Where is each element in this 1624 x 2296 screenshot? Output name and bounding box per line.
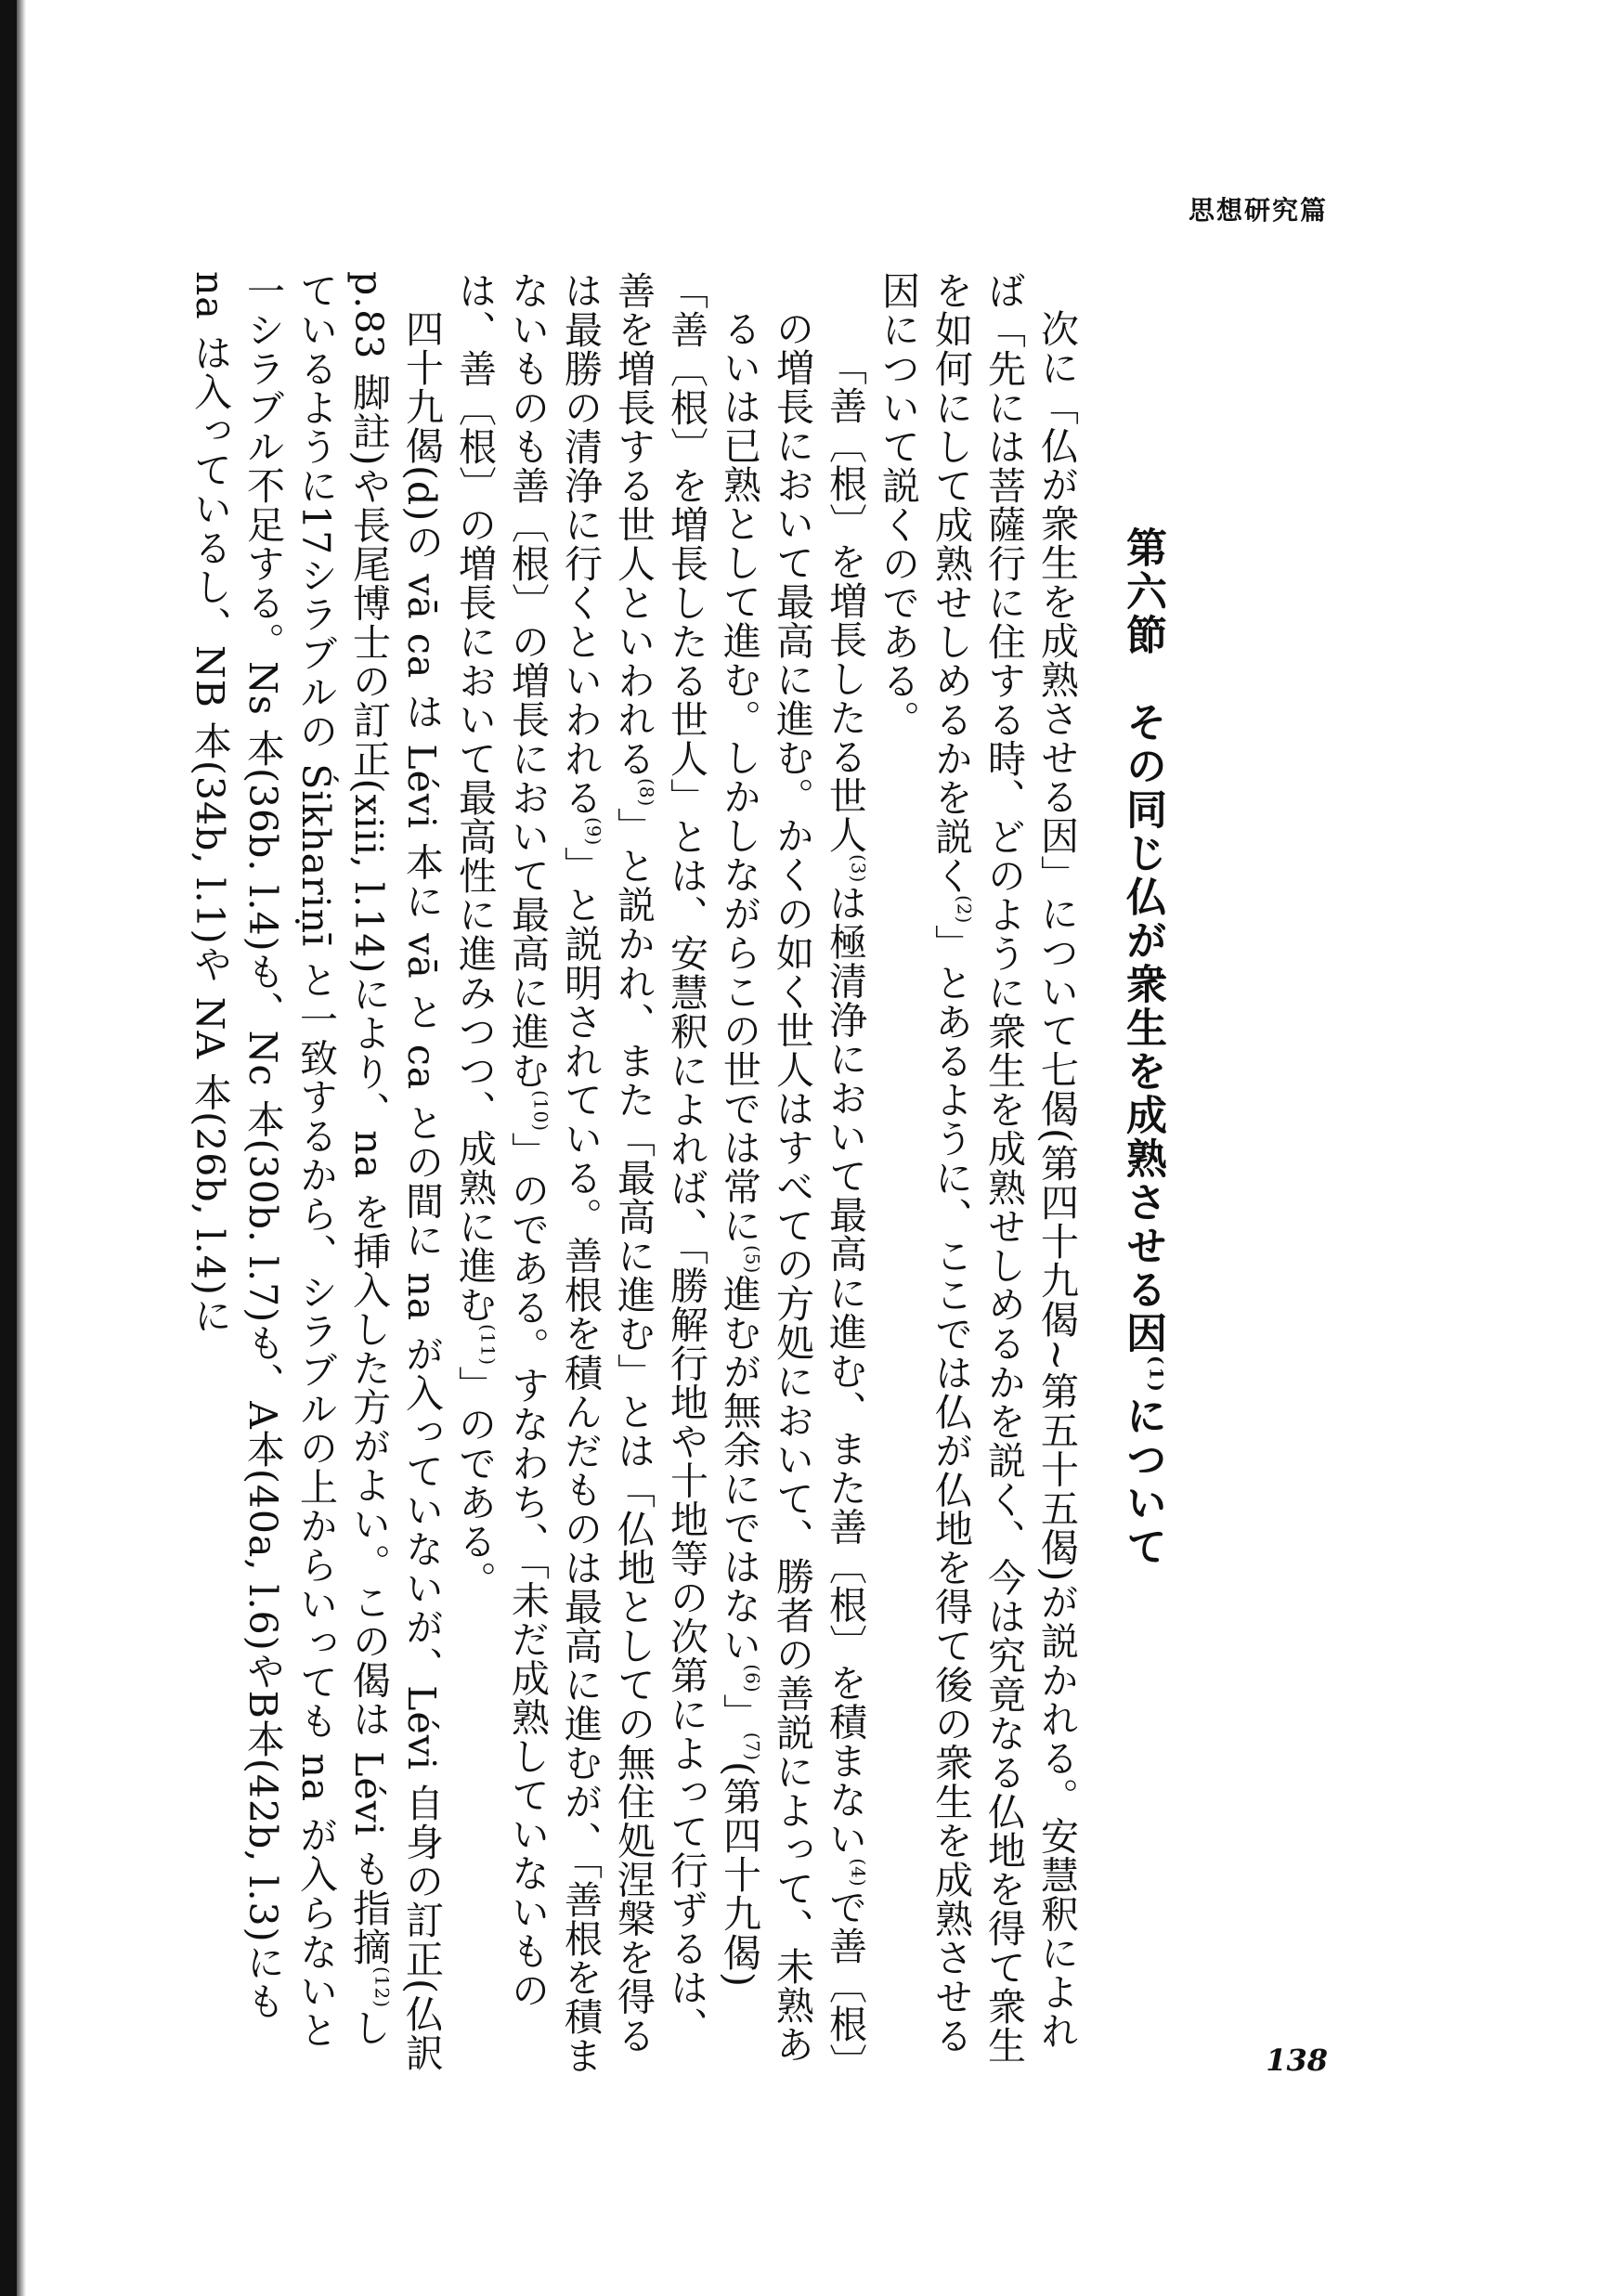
paragraph-1-text-a: 次に「仏が衆生を成熟させる因」について七偈(第四十九偈~第五十五偈)が説かれる。安慧釈によれば「先には菩薩行に住する時、どのように衆生を成熟せしめるかを説く、今は究竟なる仏地を得て衆生を如何にして成熟せしめるかを説く [929, 271, 1079, 2065]
paragraph-2-text-c: 」と説明されている。善根を積んだものは最高に進むが、「善根を積まないものも善〔根〕の増長において最高に進む [505, 271, 603, 2075]
paragraph-2-text-b: 」と説かれ、また「最高に進む」とは「仏地としての無住処涅槃を得るは最勝の清浄に行くといわれる [558, 271, 656, 2056]
paragraph-2-text-e: 」のである。 [452, 1366, 497, 1601]
footnote-marker-1[interactable]: (1) [1145, 1356, 1168, 1394]
footnote-marker-9[interactable]: (9) [582, 817, 605, 847]
footnote-marker-8[interactable]: (8) [635, 778, 658, 808]
page-number: 138 [1266, 2043, 1328, 2078]
paragraph-2 [448, 271, 712, 2082]
section-title-text: 第六節 その同じ仏が衆生を成熟させる因 [1119, 526, 1166, 1356]
paragraph-3-text-a: 四十九偈(d)の vā ca は Lévi 本に vā と ca との間に na が入っていないが、Lévi 自身の訂正(仏訳 p.83 脚註)や長尾博士の訂正(xiii, l.14)により、na を挿入した方がよい。この偈は Lévi も指摘 [346, 271, 444, 2073]
paragraph-3 [183, 271, 448, 2082]
paragraph-1 [871, 271, 1083, 2082]
paragraph-2-text-a: 「善〔根〕を増長したる世人」とは、安慧釈によれば、「勝解行地や十地等の次第によって行ずるは、善を増長する世人といわれる [611, 271, 708, 2046]
footnote-marker-5[interactable]: (5) [741, 1245, 764, 1275]
verse-text-e: 」 [717, 1693, 761, 1732]
footnote-marker-6[interactable]: (6) [741, 1664, 764, 1693]
vertical-text-body [183, 271, 1169, 2082]
footnote-marker-2[interactable]: (2) [953, 895, 976, 925]
footnote-marker-11[interactable]: (11) [476, 1324, 500, 1367]
section-title-end: について [1119, 1394, 1166, 1569]
running-header: 思想研究篇 [1188, 195, 1328, 226]
footnote-marker-3[interactable]: (3) [847, 854, 870, 884]
paragraph-2-text-d: 」のである。すなわち、「未だ成熟していないものは、善〔根〕の増長において最高性に進みつつ、成熟に進む [452, 271, 550, 2010]
binding-edge [0, 0, 17, 2296]
paragraph-1-text-b: 」とあるように、ここでは仏が仏地を得て後の衆生を成熟させる因について説くのである。 [876, 271, 973, 2056]
binding-shadow [17, 0, 26, 2296]
verse-quotation [712, 309, 871, 2082]
footnote-marker-12[interactable]: (12) [370, 1966, 394, 2009]
verse-text-d: 進むが無余にではない [717, 1274, 761, 1665]
footnote-marker-7[interactable]: (7) [741, 1732, 764, 1762]
section-title [1116, 526, 1169, 2082]
verse-text-b: は極清浄において最高に進む、また善〔根〕を積まない [823, 883, 867, 1859]
footnote-marker-10[interactable]: (10) [529, 1090, 552, 1133]
paragraph-3-text-b: しているように17シラブルの Śikhariṇī と一致するから、シラブルの上からいっても na が入らないと一シラブル不足する。Ns 本(36b. l.4)も、Nc 本(30b. l.7)も、A本(40a, l.6)やB本(42b, l.3)にも na は入っているし、NB 本(34b, l.1)や NA 本(26b, l.4)に [188, 271, 391, 2050]
verse-number: (第四十九偈) [717, 1761, 761, 1989]
verse-text-c: で善〔根〕の増長において最高に進む。かくの如く世人はすべての方処において、勝者の善説によって、未熟あるいは已熟として進む。しかしながらこの世では常に [717, 309, 867, 2064]
verse-text-a: 「善〔根〕を増長したる世人 [823, 347, 867, 854]
footnote-marker-4[interactable]: (4) [847, 1858, 870, 1887]
